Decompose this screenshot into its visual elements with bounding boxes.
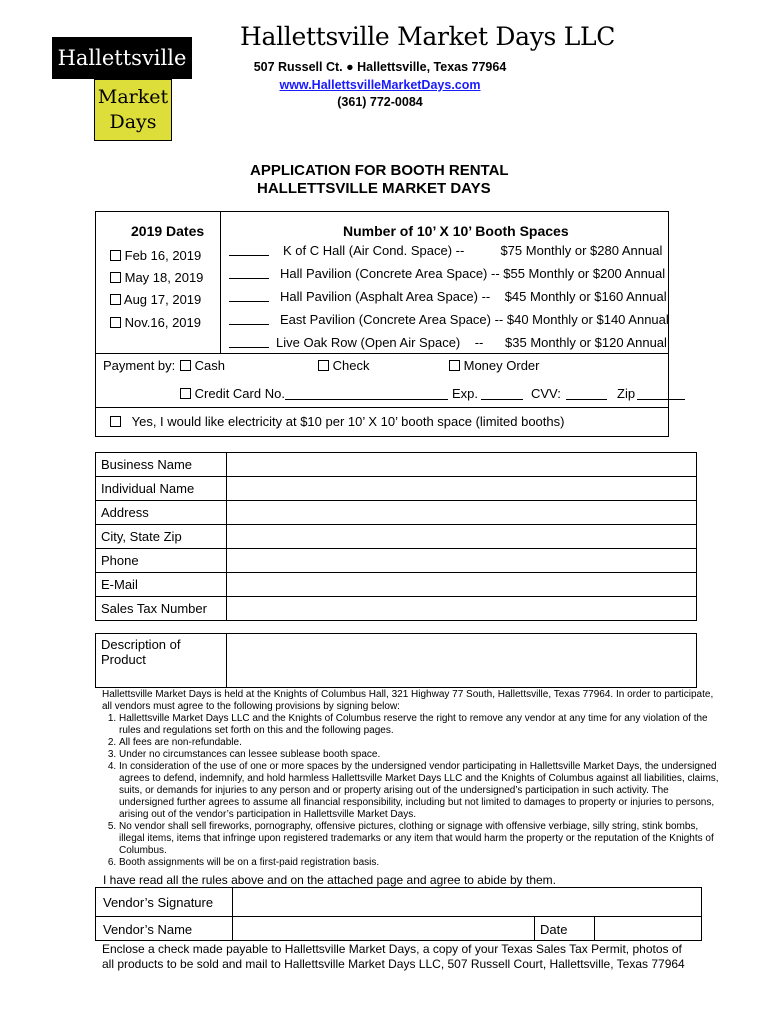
space-qty-line[interactable]	[229, 301, 269, 302]
date-row[interactable]: Aug 17, 2019	[110, 292, 201, 307]
description-label: Description of Product	[96, 634, 227, 688]
table-row	[96, 573, 697, 597]
rules-intro: Hallettsville Market Days is held at the Knights of Columbus Hall, 321 Highway 77 South, Hallettsville, Texas 77964. In order to participate, all vendors must agree to the following provisions by signing below:	[102, 689, 714, 712]
electricity-checkbox[interactable]	[110, 416, 121, 427]
field-input[interactable]	[227, 501, 697, 525]
date-checkbox[interactable]	[110, 294, 121, 305]
field-input[interactable]	[227, 525, 697, 549]
booth-divider	[220, 211, 221, 354]
cvv-label: CVV:	[531, 386, 561, 401]
field-input[interactable]	[227, 597, 697, 621]
zip-line[interactable]	[637, 399, 685, 400]
date-input[interactable]	[595, 917, 701, 941]
field-input[interactable]	[227, 453, 697, 477]
payment-label: Payment by:	[103, 358, 176, 373]
logo-bottom	[94, 79, 172, 141]
field-input[interactable]	[227, 477, 697, 501]
description-table	[95, 633, 697, 688]
list-item: 5. No vendor shall sell fireworks, pornography, offensive pictures, clothing or signage with offensive verbiage, silly string, stink bombs, illegal items, items that infringe upon registered trademarks or any item that would harm the property or the reputation of the Knights of Columbus.	[119, 821, 722, 857]
zip-label: Zip	[617, 386, 636, 401]
date-row[interactable]: Feb 16, 2019	[110, 248, 201, 263]
list-item: 4. In consideration of the use of one or more spaces by the undersigned vendor participating in Hallettsville Market Days, the undersigned agrees to defend, indemnify, and hold harmless Hallettsville Market Days LLC and the Knights of Columbus against all liabilities, claims, suits, or demands for injuries to any person and or property arising out of the undersigned’s participation in such activity. The undersigned further agrees to assume all financial responsibility, including but not limited to damages to property or injuries to persons, arising out of the vendor’s participation in Hallettsville Market Days.	[119, 761, 722, 821]
signature-input[interactable]	[233, 888, 701, 916]
date-checkbox[interactable]	[110, 317, 121, 328]
logo-top	[52, 37, 192, 79]
date-row[interactable]: May 18, 2019	[110, 270, 203, 285]
field-label: City, State Zip	[96, 525, 227, 549]
field-label: Business Name	[96, 453, 227, 477]
field-label: Sales Tax Number	[96, 597, 227, 621]
list-item: 6. Booth assignments will be on a first-paid registration basis.	[119, 857, 722, 869]
field-label: Phone	[96, 549, 227, 573]
space-qty-line[interactable]	[229, 324, 269, 325]
space-option: Hall Pavilion (Concrete Area Space) -- $55 Monthly or $200 Annual	[280, 266, 666, 281]
field-label: E-Mail	[96, 573, 227, 597]
field-label: Individual Name	[96, 477, 227, 501]
table-row	[96, 597, 697, 621]
space-option: East Pavilion (Concrete Area Space) -- $40 Monthly or $140 Annual	[280, 312, 669, 327]
date-row[interactable]: Nov.16, 2019	[110, 315, 201, 330]
rules-section	[102, 689, 722, 869]
vendor-name-label: Vendor’s Name	[103, 922, 193, 937]
title-line1: APPLICATION FOR BOOTH RENTAL	[250, 162, 509, 179]
check-option[interactable]: Check	[318, 358, 369, 373]
field-input[interactable]	[227, 549, 697, 573]
space-qty-line[interactable]	[229, 278, 269, 279]
field-label: Address	[96, 501, 227, 525]
money-order-checkbox[interactable]	[449, 360, 460, 371]
signature-label: Vendor’s Signature	[103, 895, 214, 910]
table-row	[96, 453, 697, 477]
credit-card-checkbox[interactable]	[180, 388, 191, 399]
website-link[interactable]: www.HallettsvilleMarketDays.com	[279, 78, 481, 92]
list-item: 3. Under no circumstances can lessee sublease booth space.	[119, 749, 722, 761]
date-checkbox[interactable]	[110, 250, 121, 261]
table-row	[96, 477, 697, 501]
spaces-header: Number of 10’ X 10’ Booth Spaces	[343, 223, 569, 239]
dates-header: 2019 Dates	[131, 223, 205, 239]
electricity-divider	[95, 407, 669, 408]
table-row	[96, 549, 697, 573]
agree-statement: I have read all the rules above and on the attached page and agree to abide by them.	[103, 873, 556, 887]
table-row	[96, 525, 697, 549]
phone: (361) 772-0084	[337, 95, 423, 109]
space-qty-line[interactable]	[229, 347, 269, 348]
address: 507 Russell Ct. ● Hallettsville, Texas 77964	[253, 60, 507, 74]
exp-label: Exp.	[452, 386, 479, 401]
list-item: 1. Hallettsville Market Days LLC and the Knights of Columbus reserve the right to remove any vendor at any time for any violation of the rules and regulations set forth on this and the following pages.	[119, 713, 722, 737]
logo-line1: Hallettsville	[57, 46, 187, 70]
payment-divider	[95, 353, 669, 354]
cash-option[interactable]: Cash	[180, 358, 225, 373]
list-item: 2. All fees are non-refundable.	[119, 737, 722, 749]
cvv-line[interactable]	[566, 399, 607, 400]
space-option: K of C Hall (Air Cond. Space) -- $75 Monthly or $280 Annual	[283, 243, 663, 258]
logo-line2: Market	[97, 86, 169, 108]
cash-checkbox[interactable]	[180, 360, 191, 371]
date-divider	[534, 916, 535, 941]
vendor-info-table	[95, 452, 697, 621]
money-order-option[interactable]: Money Order	[449, 358, 540, 373]
check-checkbox[interactable]	[318, 360, 329, 371]
vendor-name-input[interactable]	[233, 917, 533, 941]
credit-card-option[interactable]: Credit Card No.	[180, 386, 285, 401]
space-option: Hall Pavilion (Asphalt Area Space) -- $45 Monthly or $160 Annual	[280, 289, 667, 304]
space-option: Live Oak Row (Open Air Space) -- $35 Monthly or $120 Annual	[276, 335, 667, 350]
rules-list	[102, 713, 722, 869]
date-checkbox[interactable]	[110, 272, 121, 283]
table-row	[96, 501, 697, 525]
field-input[interactable]	[227, 573, 697, 597]
exp-line[interactable]	[481, 399, 523, 400]
description-input[interactable]	[227, 634, 697, 688]
card-number-line[interactable]	[285, 399, 448, 400]
date-label: Date	[540, 922, 568, 937]
footer-instructions: Enclose a check made payable to Hallettsville Market Days, a copy of your Texas Sales Tax Permit, photos of all products to be sold and mail to Hallettsville Market Days LLC, 507 Russell Court, Hallettsville, Texas 77964	[102, 942, 685, 971]
logo-line3: Days	[109, 111, 157, 133]
space-qty-line[interactable]	[229, 255, 269, 256]
company-name: Hallettsville Market Days LLC	[240, 22, 616, 51]
electricity-option[interactable]: Yes, I would like electricity at $10 per 10’ X 10’ booth space (limited booths)	[110, 414, 564, 429]
title-line2: HALLETTSVILLE MARKET DAYS	[257, 180, 491, 197]
